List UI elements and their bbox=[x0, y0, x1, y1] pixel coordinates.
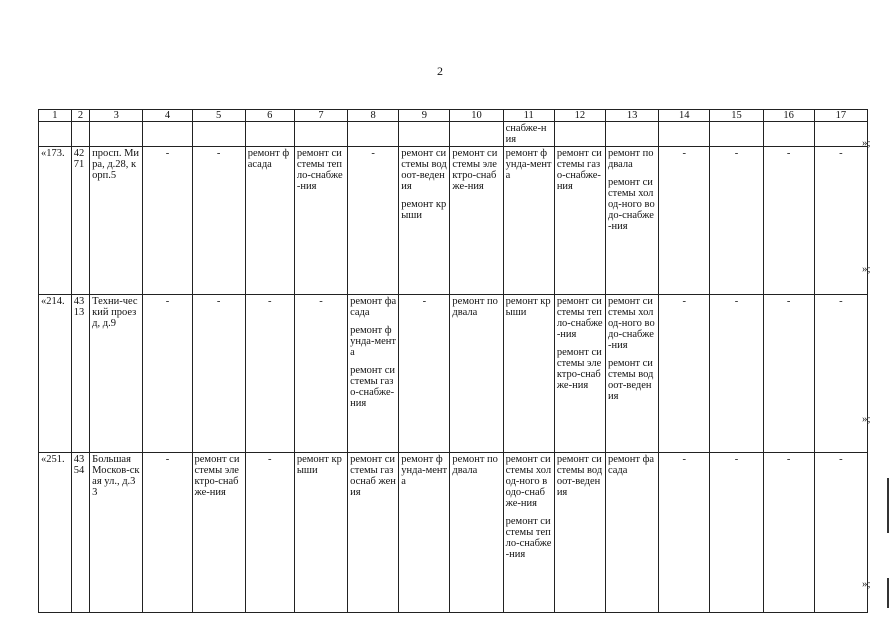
cell-text: - bbox=[165, 454, 170, 465]
row-end-mark: »; bbox=[862, 578, 871, 590]
column-number-cell: 15 bbox=[710, 110, 763, 122]
table-row bbox=[39, 453, 868, 613]
column-number-cell: 7 bbox=[294, 110, 347, 122]
cell-text: ремонт подвала bbox=[452, 454, 498, 476]
table-cell bbox=[39, 122, 72, 147]
table-cell bbox=[605, 122, 658, 147]
column-number-cell: 1 bbox=[39, 110, 72, 122]
cell-text: - bbox=[786, 454, 791, 465]
table-cell bbox=[348, 453, 399, 613]
cell-text: ремонт системы водоот-ведения bbox=[556, 454, 603, 498]
cell-text: «173. bbox=[41, 148, 65, 159]
cell-text: ремонт системы холод-ного водо-снабже-ния bbox=[607, 177, 655, 232]
column-number-cell: 5 bbox=[192, 110, 245, 122]
cell-text: - bbox=[319, 296, 323, 307]
table-cell bbox=[245, 147, 294, 295]
table-cell bbox=[39, 147, 72, 295]
cell-text: - bbox=[839, 296, 843, 307]
cell-text: - bbox=[839, 454, 843, 465]
column-number-cell: 2 bbox=[71, 110, 89, 122]
table-cell bbox=[294, 295, 347, 453]
cell-text: ремонт системы газоснаб жения bbox=[350, 454, 396, 498]
table-cell bbox=[503, 295, 554, 453]
column-number-cell: 6 bbox=[245, 110, 294, 122]
table-cell bbox=[143, 453, 192, 613]
cell-text: - bbox=[786, 296, 791, 307]
repair-schedule-table bbox=[38, 109, 868, 613]
table-cell bbox=[554, 147, 605, 295]
table-cell bbox=[710, 122, 763, 147]
column-number-cell: 10 bbox=[450, 110, 503, 122]
column-number-cell: 4 bbox=[143, 110, 192, 122]
table-cell bbox=[399, 122, 450, 147]
table-cell bbox=[294, 122, 347, 147]
table-row bbox=[39, 295, 868, 453]
table-cell bbox=[90, 453, 143, 613]
cell-text: Техни-ческий проезд, д.9 bbox=[92, 296, 138, 329]
table-cell bbox=[814, 122, 867, 147]
cell-text: - bbox=[682, 148, 687, 159]
table-cell bbox=[450, 453, 503, 613]
cell-text: ремонт подвала bbox=[452, 296, 498, 318]
table-cell bbox=[143, 122, 192, 147]
cell-text: - bbox=[734, 296, 739, 307]
table-cell bbox=[90, 295, 143, 453]
table-cell bbox=[814, 147, 867, 295]
table-cell bbox=[450, 295, 503, 453]
cell-text: ремонт системы тепло-снабже-ния bbox=[296, 148, 343, 192]
cell-text: ремонт системы тепло-снабже-ния bbox=[556, 296, 603, 340]
cell-text: ремонт системы электро-снабже-ния bbox=[194, 454, 240, 498]
table-cell: снабже-ния bbox=[503, 122, 554, 147]
table-cell bbox=[39, 295, 72, 453]
cell-text: ремонт фунда-мента bbox=[350, 325, 396, 358]
table-cell bbox=[503, 453, 554, 613]
table-cell bbox=[399, 295, 450, 453]
cell-text: ремонт фасада bbox=[350, 296, 397, 318]
table-cell bbox=[192, 147, 245, 295]
table-cell bbox=[763, 122, 814, 147]
cell-text: ремонт системы электро-снабже-ния bbox=[452, 148, 498, 192]
table-cell bbox=[348, 295, 399, 453]
cell-text: «214. bbox=[41, 296, 65, 307]
cell-text: «251. bbox=[41, 454, 65, 465]
cell-text: - bbox=[216, 296, 221, 307]
column-number-cell: 14 bbox=[659, 110, 710, 122]
cell-text: ремонт системы газо-снабже-ния bbox=[556, 148, 602, 192]
cell-text: ремонт крыши bbox=[401, 199, 447, 221]
table-cell bbox=[90, 122, 143, 147]
column-number-cell: 3 bbox=[90, 110, 143, 122]
cell-text: ремонт системы газо-снабже-ния bbox=[350, 365, 395, 409]
table-cell bbox=[71, 147, 89, 295]
table-cell bbox=[90, 147, 143, 295]
cell-text: - bbox=[682, 296, 687, 307]
table-cell bbox=[71, 122, 89, 147]
table-cell bbox=[294, 147, 347, 295]
cell-text: Большая Москов-ская ул., д.33 bbox=[92, 454, 140, 498]
cell-text: - bbox=[216, 148, 221, 159]
column-number-cell: 17 bbox=[814, 110, 867, 122]
cell-text: 4354 bbox=[73, 454, 85, 476]
table-cell bbox=[763, 147, 814, 295]
cell-text: просп. Мира, д.28, корп.5 bbox=[92, 148, 140, 181]
table-cell bbox=[143, 295, 192, 453]
cell-text: - bbox=[268, 296, 272, 307]
row-end-mark: »; bbox=[862, 413, 871, 425]
cell-text: ремонт системы водоот-ведения bbox=[607, 358, 654, 402]
table-cell bbox=[71, 295, 89, 453]
table-cell bbox=[450, 122, 503, 147]
table-cell bbox=[71, 453, 89, 613]
cell-text: ремонт фунда-мента bbox=[505, 148, 552, 181]
table-cell bbox=[814, 453, 867, 613]
table-cell bbox=[605, 147, 658, 295]
cell-text: ремонт системы холод-ного водо-снабже-ния bbox=[607, 296, 655, 351]
cell-text: ремонт фасада bbox=[607, 454, 655, 476]
column-number-cell: 8 bbox=[348, 110, 399, 122]
table-cell bbox=[605, 295, 658, 453]
cell-text: - bbox=[422, 296, 427, 307]
column-number-cell: 11 bbox=[503, 110, 554, 122]
cell-text: - bbox=[165, 296, 170, 307]
cell-text: - bbox=[734, 454, 739, 465]
page-number: 2 bbox=[437, 64, 443, 78]
cell-text: ремонт системы холод-ного водо-снабже-ния bbox=[505, 454, 552, 509]
table-cell bbox=[659, 147, 710, 295]
table-cell bbox=[710, 453, 763, 613]
table-cell bbox=[348, 147, 399, 295]
column-number-cell: 13 bbox=[605, 110, 658, 122]
table-cell bbox=[710, 295, 763, 453]
table-row bbox=[39, 147, 868, 295]
table-cell bbox=[710, 147, 763, 295]
row-end-mark: »; bbox=[862, 263, 871, 275]
cell-text: ремонт системы тепло-снабже-ния bbox=[505, 516, 552, 560]
table-cell bbox=[399, 147, 450, 295]
cell-text: ремонт системы водоот-ведения bbox=[401, 148, 447, 192]
table-cell bbox=[245, 122, 294, 147]
table-cell bbox=[763, 453, 814, 613]
table-cell bbox=[399, 453, 450, 613]
column-number-row bbox=[39, 110, 868, 122]
cell-text: - bbox=[734, 148, 739, 159]
cell-text: - bbox=[371, 148, 375, 159]
table-cell bbox=[659, 453, 710, 613]
cell-text: - bbox=[165, 148, 170, 159]
cell-text: ремонт крыши bbox=[505, 296, 551, 318]
table-cell bbox=[143, 147, 192, 295]
scan-edge-mark bbox=[887, 478, 889, 533]
table-cell bbox=[554, 122, 605, 147]
cell-text: ремонт фунда-мента bbox=[401, 454, 448, 487]
column-number-cell: 9 bbox=[399, 110, 450, 122]
cell-text: - bbox=[839, 148, 843, 159]
table-cell bbox=[245, 453, 294, 613]
column-number-cell: 16 bbox=[763, 110, 814, 122]
cell-text: - bbox=[682, 454, 687, 465]
cell-text: ремонт подвала bbox=[607, 148, 654, 170]
cell-text: - bbox=[268, 454, 272, 465]
table-cell bbox=[554, 453, 605, 613]
column-number-cell: 12 bbox=[554, 110, 605, 122]
table-cell bbox=[503, 147, 554, 295]
table-cell bbox=[814, 295, 867, 453]
cell-text: ремонт фасада bbox=[247, 148, 290, 170]
cell-text: ремонт системы электро-снабже-ния bbox=[556, 347, 602, 391]
cell-text: - bbox=[786, 148, 791, 159]
table-cell bbox=[348, 122, 399, 147]
table-cell bbox=[659, 295, 710, 453]
table-cell bbox=[294, 453, 347, 613]
row-end-mark: »; bbox=[862, 137, 871, 149]
table-cell bbox=[39, 453, 72, 613]
table-cell bbox=[659, 122, 710, 147]
cell-text: 4313 bbox=[73, 296, 85, 318]
table-cell bbox=[450, 147, 503, 295]
table-cell bbox=[554, 295, 605, 453]
table-cell bbox=[192, 453, 245, 613]
cell-text: ремонт крыши bbox=[296, 454, 342, 476]
table-cell bbox=[245, 295, 294, 453]
table-cell bbox=[192, 295, 245, 453]
table-cell bbox=[605, 453, 658, 613]
scan-edge-mark bbox=[887, 578, 889, 608]
continuation-row bbox=[39, 122, 868, 147]
cell-text: 4271 bbox=[73, 148, 85, 170]
table-cell bbox=[763, 295, 814, 453]
table-cell bbox=[192, 122, 245, 147]
